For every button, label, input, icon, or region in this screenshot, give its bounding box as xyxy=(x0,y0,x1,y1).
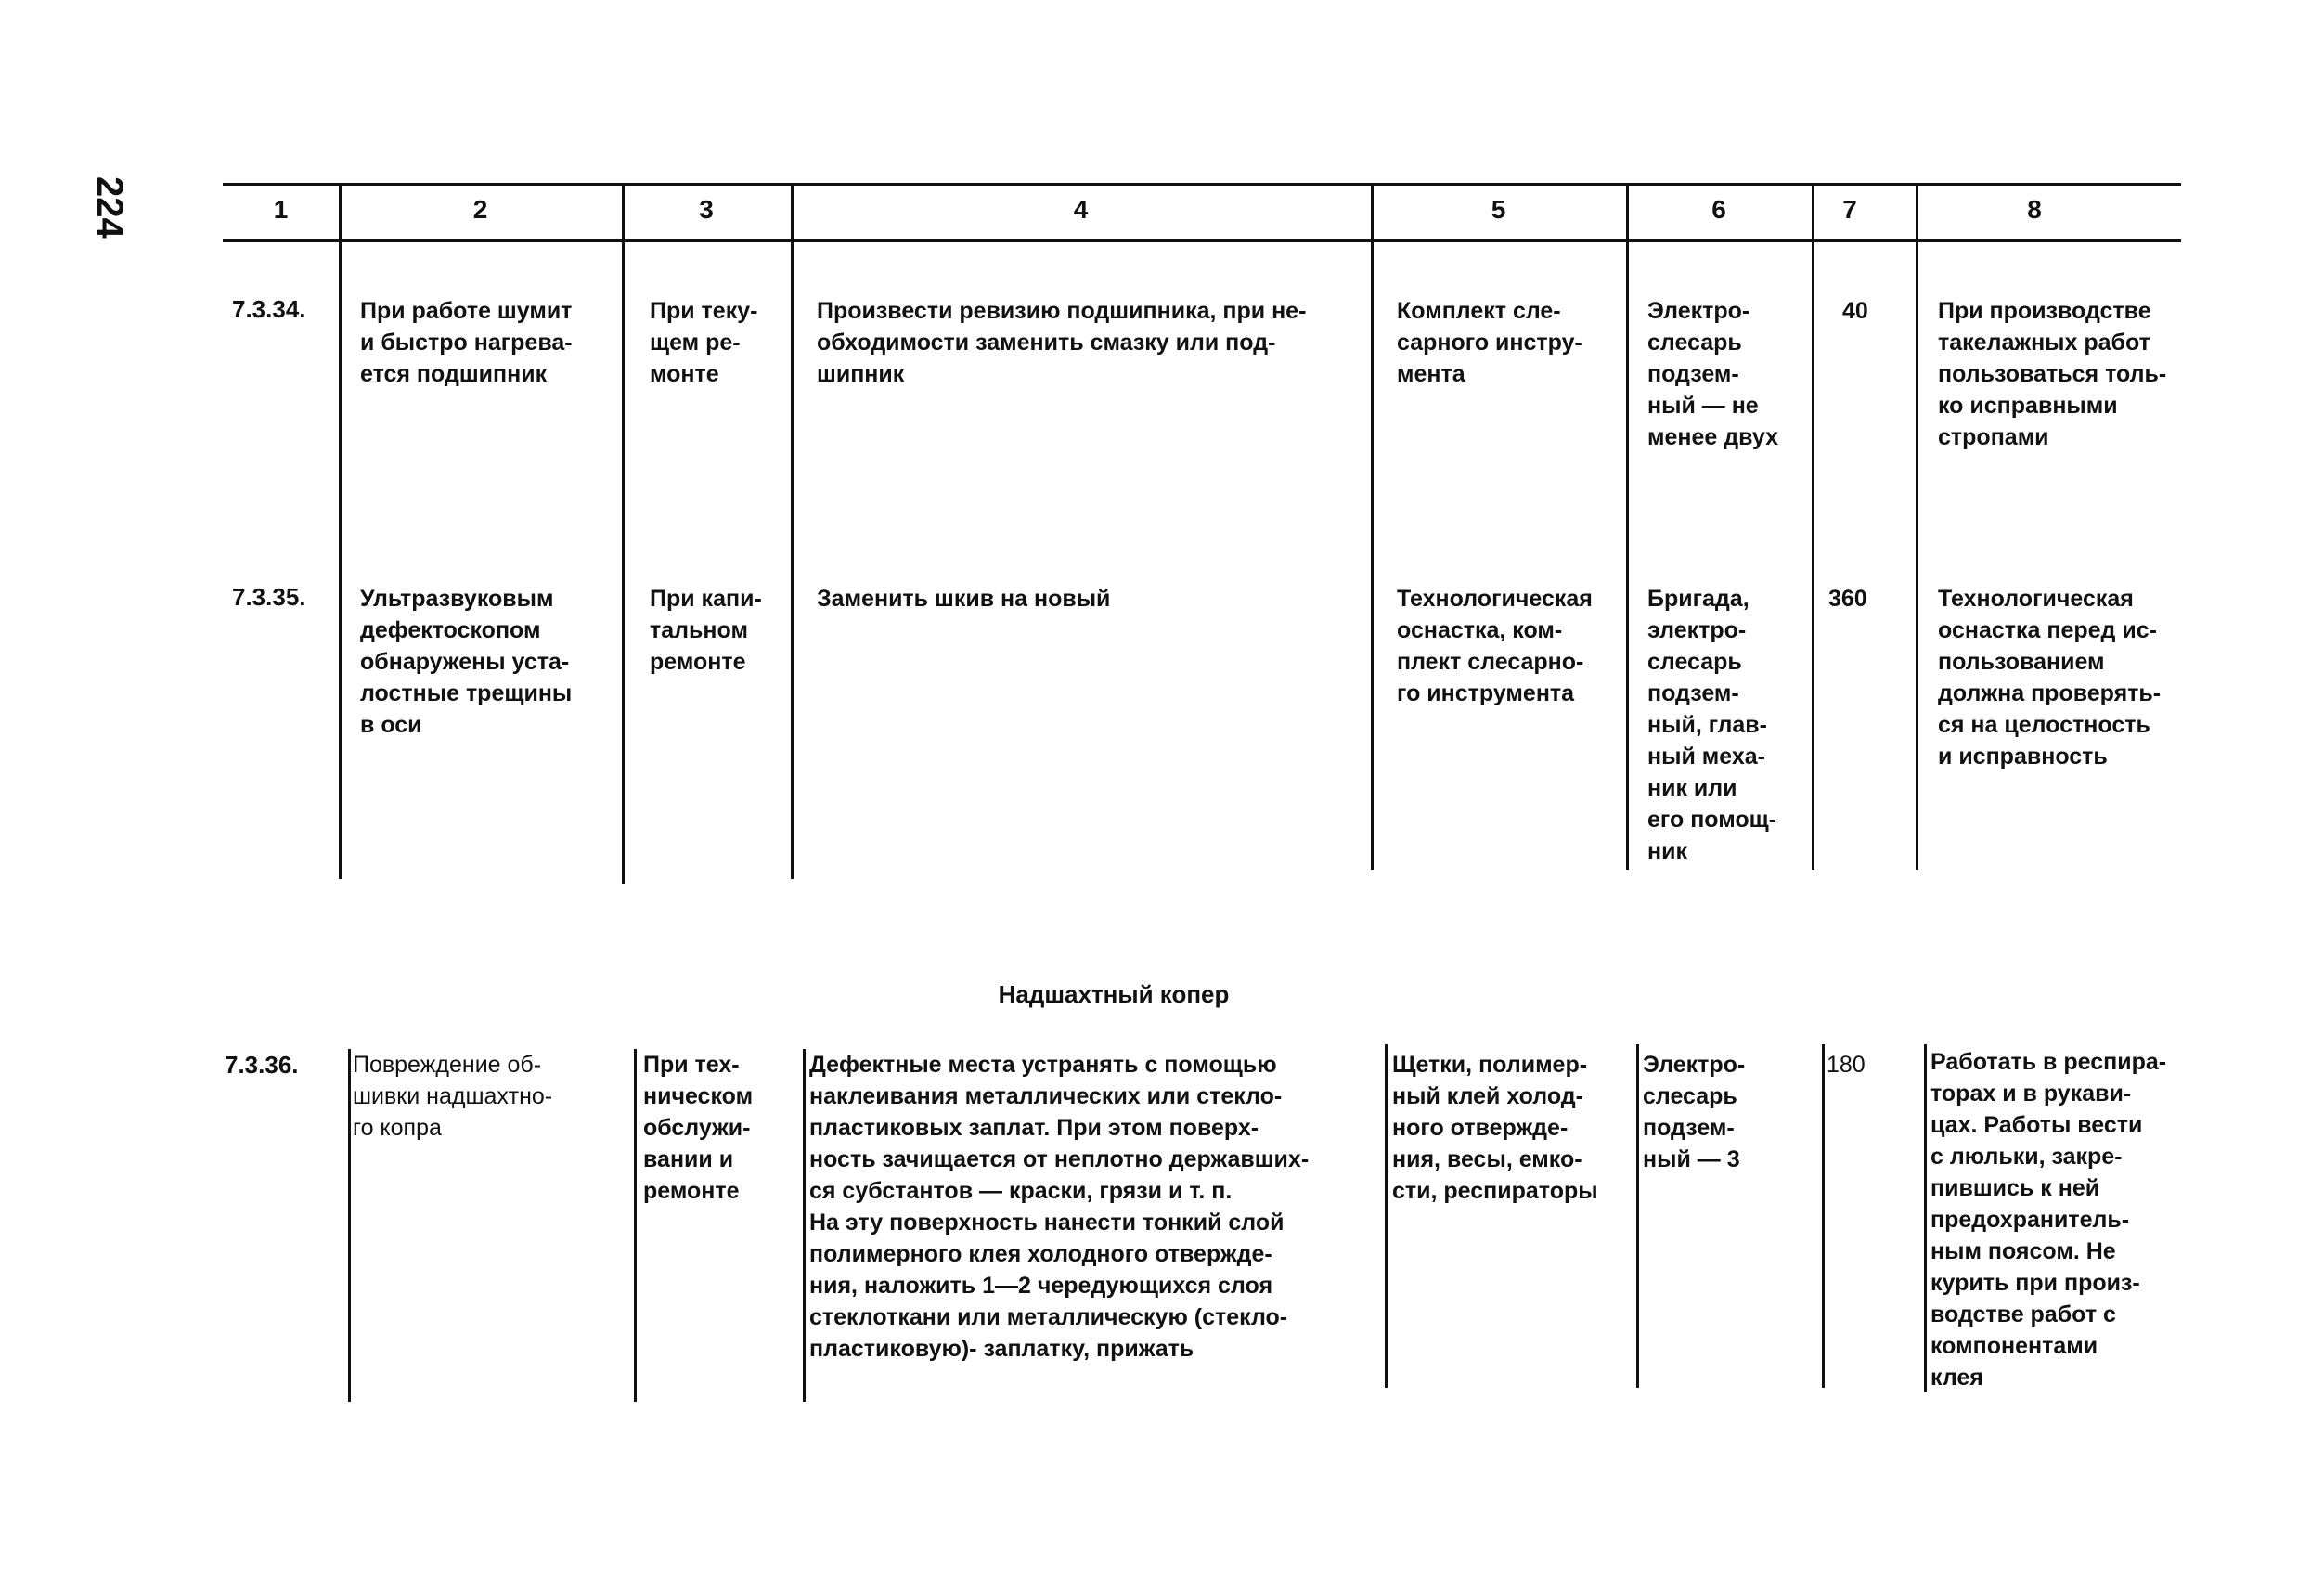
cell-time: 40 xyxy=(1842,298,1868,324)
cell-tools: Технологическая оснастка, ком- плект слесарно- го инструмента xyxy=(1397,586,1593,706)
col-divider xyxy=(634,1049,637,1402)
cell-when: При капи- тальном ремонте xyxy=(650,586,762,675)
cell-personnel: Электро- слесарь подзем- ный — не менее двух xyxy=(1647,298,1778,450)
cell-safety: При производстве такелажных работ пользоваться толь- ко исправными стропами xyxy=(1938,298,2167,450)
header-col-8: 8 xyxy=(2027,195,2042,224)
cell-when: При тех- ническом обслужи- вании и ремонте xyxy=(643,1052,754,1204)
cell-safety: Работать в респира- торах и в рукави- цах. Работы вести с люльки, закре- пившись к ней предохранитель- ным поясом. Не курить при произ- водстве работ с компонентами клея xyxy=(1930,1049,2167,1391)
cell-tools: Комплект сле- сарного инстру- мента xyxy=(1397,298,1582,387)
col-divider xyxy=(791,183,794,879)
col-divider xyxy=(1916,183,1918,870)
header-col-5: 5 xyxy=(1491,195,1506,224)
col-divider xyxy=(1812,183,1814,870)
row-number: 7.3.36. xyxy=(225,1051,299,1079)
col-divider xyxy=(1626,183,1629,870)
cell-tools: Щетки, полимер- ный клей холод- ного отвержде- ния, весы, емко- сти, респираторы xyxy=(1392,1052,1598,1204)
cell-when: При теку- щем ре- монте xyxy=(650,298,758,387)
col-divider xyxy=(348,1049,351,1402)
col-divider xyxy=(1371,183,1374,870)
col-divider xyxy=(803,1049,806,1402)
cell-defect: Ультразвуковым дефектоскопом обнаружены уста- лостные трещины в оси xyxy=(360,586,573,738)
cell-time: 180 xyxy=(1827,1052,1866,1078)
table-header-rule xyxy=(223,239,2181,242)
cell-time: 360 xyxy=(1828,586,1867,612)
header-col-6: 6 xyxy=(1711,195,1726,224)
header-col-1: 1 xyxy=(273,195,289,224)
col-divider xyxy=(1385,1044,1388,1388)
cell-personnel: Бригада, электро- слесарь подзем- ный, глав- ный меха- ник или его помощ- ник xyxy=(1647,586,1777,864)
cell-action: Произвести ревизию подшипника, при не- обходимости заменить смазку или под- шипник xyxy=(817,298,1307,387)
cell-defect: Повреждение об- шивки надшахтно- го копра xyxy=(353,1052,553,1141)
table-top-rule xyxy=(223,183,2181,186)
section-title: Надшахтный копер xyxy=(998,980,1230,1008)
row-number: 7.3.34. xyxy=(232,295,306,323)
col-divider xyxy=(1822,1044,1825,1388)
col-divider xyxy=(622,183,625,884)
cell-defect: При работе шумит и быстро нагрева- ется подшипник xyxy=(360,298,573,387)
col-divider xyxy=(1924,1044,1927,1392)
cell-personnel: Электро- слесарь подзем- ный — 3 xyxy=(1643,1052,1746,1172)
page-number: 224 xyxy=(89,176,130,239)
header-col-2: 2 xyxy=(472,195,488,224)
header-col-4: 4 xyxy=(1073,195,1089,224)
cell-action: Заменить шкив на новый xyxy=(817,586,1111,612)
col-divider xyxy=(339,183,342,879)
row-number: 7.3.35. xyxy=(232,583,306,611)
header-col-3: 3 xyxy=(699,195,714,224)
col-divider xyxy=(1636,1044,1639,1388)
header-col-7: 7 xyxy=(1842,195,1857,224)
cell-safety: Технологическая оснастка перед ис- пользованием должна проверять- ся на целостность и исправность xyxy=(1938,586,2162,770)
cell-action: Дефектные места устранять с помощью наклеивания металлических или стекло- пластиковых заплат. При этом поверх- ность зачищается от неплотно державших- ся субстантов — краски, грязи и т. п. На эту поверхность нанести тонкий слой полимерного клея холодного отвержде- ния, наложить 1—2 чередующихся слоя стеклоткани или металлическую (стекло- пластиковую)- заплатку, прижать xyxy=(809,1052,1310,1362)
